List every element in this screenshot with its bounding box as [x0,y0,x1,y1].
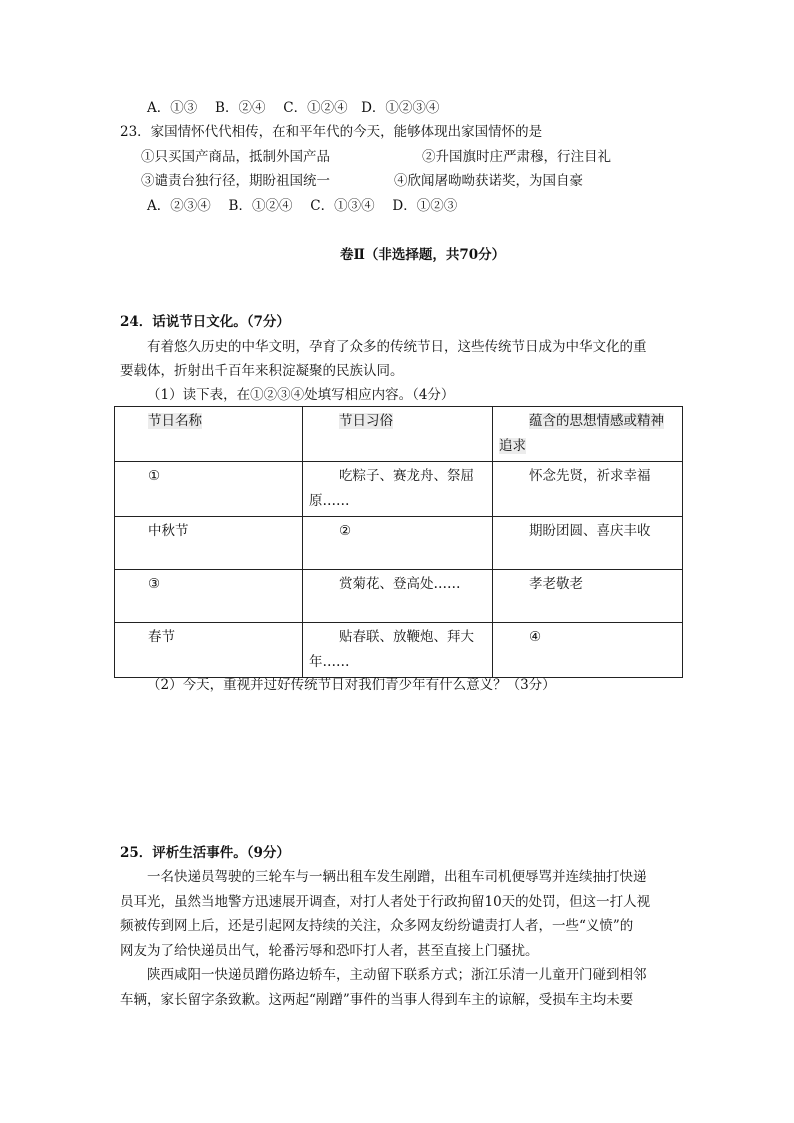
cell-meaning: 期盼团圆、喜庆丰收 [529,523,651,539]
cell-name: 中秋节 [115,517,303,570]
cell-meaning: ④ [529,629,542,645]
cell-custom-line-1: 吃粽子、赛龙舟、祭屈 [339,468,474,484]
q25-para1-line-4: 网友为了给快递员出气，轮番污辱和恐吓打人者，甚至直接上门骚扰。 [120,943,539,959]
cell-custom-line-2: 年…… [309,654,350,670]
q23-item-4: ④欣闻屠呦呦获诺奖，为国自豪 [394,173,583,189]
cell-custom: ② [339,523,352,539]
cell-custom: 赏菊花、登高处…… [339,576,461,592]
q24-intro-line-1: 有着悠久历史的中华文明，孕育了众多的传统节日，这些传统节日成为中华文化的重 [147,339,647,355]
q25-para1-line-3: 频被传到网上后，还是引起网友持续的关注，众多网友纷纷谴责打人者，一些“义愤”的 [120,918,634,934]
q22-options: A．①③ B．②④ C．①②④ D．①②③④ [147,100,440,116]
cell-custom-line-2: 原…… [309,493,350,509]
cell-meaning: 怀念先贤，祈求幸福 [529,468,651,484]
cell-name: 春节 [115,623,303,678]
q25-para2-line-1: 陕西咸阳一快递员蹭伤路边轿车，主动留下联系方式；浙江乐清一儿童开门碰到相邻 [147,967,647,983]
cell-meaning: 孝老敬老 [529,576,583,592]
header-custom: 节日习俗 [339,413,393,429]
header-meaning-line-2: 追求 [499,438,526,454]
table-row [115,462,683,517]
q25-para1-line-1: 一名快递员驾驶的三轮车与一辆出租车发生剐蹭，出租车司机便辱骂并连续抽打快递 [147,869,647,885]
cell-custom-line-1: 贴春联、放鞭炮、拜大 [339,629,474,645]
cell-name: ③ [115,570,303,623]
q24-sub-question-2: （2）今天，重视并过好传统节日对我们青少年有什么意义？（3分） [147,677,556,693]
table-row [115,570,683,623]
festival-table [114,406,683,678]
table-row [115,623,683,678]
section-2-title: 卷Ⅱ（非选择题，共70分） [340,247,506,263]
q23-item-3: ③谴责台独行径，期盼祖国统一 [141,173,330,189]
q23-item-1: ①只买国产商品，抵制外国产品 [141,149,330,165]
q25-para2-line-2: 车辆，家长留字条致歉。这两起“剐蹭”事件的当事人得到车主的谅解，受损车主均未要 [120,992,634,1008]
table-header-row [115,407,683,462]
cell-name: ① [115,462,303,517]
q23-item-2: ②升国旗时庄严肃穆，行注目礼 [422,149,611,165]
q23-options: A．②③④ B．①②④ C．①③④ D．①②③ [147,198,458,214]
header-meaning-line-1: 蕴含的思想情感或精神 [529,413,664,429]
header-festival-name: 节日名称 [148,413,202,429]
q24-title: 24．话说节日文化。（7分） [120,314,290,330]
q23-stem: 23．家国情怀代代相传，在和平年代的今天，能够体现出家国情怀的是 [120,124,543,140]
q25-para1-line-2: 员耳光，虽然当地警方迅速展开调查，对打人者处于行政拘留10天的处罚，但这一打人视 [120,894,651,910]
q25-title: 25．评析生活事件。（9分） [120,845,290,861]
q24-sub-question-1: （1）读下表，在①②③④处填写相应内容。（4分） [147,387,455,403]
table-row [115,517,683,570]
q24-intro-line-2: 要载体，折射出千百年来积淀凝聚的民族认同。 [120,363,404,379]
